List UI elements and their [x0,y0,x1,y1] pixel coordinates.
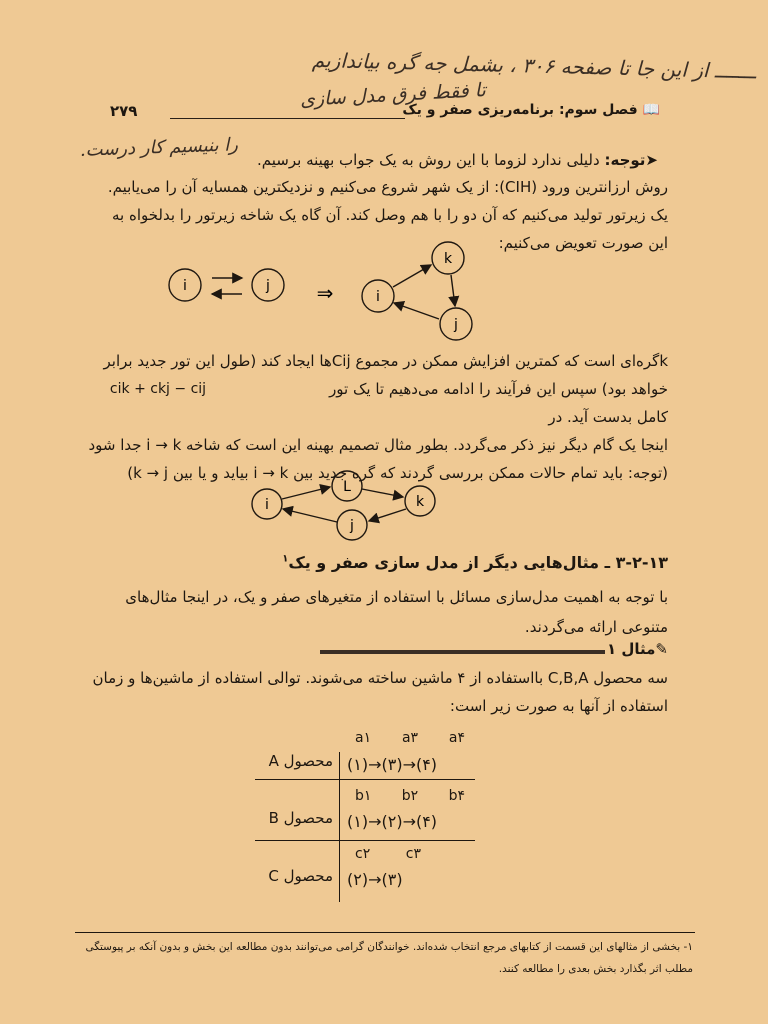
section-line2: متنوعی ارائه می‌گردند. [524,618,668,636]
table-rule-1 [255,779,475,780]
cih-line1: روش ارزانترین ورود (CIH): از یک شهر شروع می‌کنیم و نزدیکترین همسایه آن را می‌یابیم. [107,178,668,196]
edge-j-to-i [394,303,439,319]
node-k-label: k [415,494,425,510]
table-rule-2 [255,840,475,841]
handwritten-note-line1: ـــــــ از این جا تا صفحه ۳۰۶ ، بشمل جه گره بیاندازیم [311,47,757,84]
example-text [73,664,668,720]
subtour-diagram [160,240,490,345]
example-line2: استفاده از آنها به صورت زیر است: [449,697,668,715]
para2-line3: اینجا یک گام دیگر نیز ذکر می‌گردد. بطور مثال تصمیم بهینه این است که شاخه i → k جدا شود [88,436,668,454]
footnote [78,936,693,980]
table-row-b-subs [355,788,465,804]
sub-a4: a۴ [448,730,465,746]
handwritten-note-line3: را بنیسیم کار درست. [79,134,239,161]
node-j-right-label: j [454,317,458,333]
insertion-paragraph [78,347,668,487]
section-line1: با توجه به اهمیت مدل‌سازی مسائل با استفاده از متغیرهای صفر و یک، در اینجا مثال‌های [125,588,668,606]
sub-c2: c۲ [355,846,371,862]
footnote-mark: ۱ [282,553,289,565]
edge-i-to-k [393,265,431,287]
cih-line2: یک زیرتور تولید می‌کنیم که آن دو را با هم وصل کند. آن گاه یک شاخه زیرتور را بدلخواه به [111,206,668,224]
footnote-line2: مطلب اثر بگذارد بخش بعدی را مطالعه کنند. [498,963,693,975]
table-row-b-seq: (۱)→(۲)→(۴) [347,812,438,831]
edge-L-to-k [362,489,403,497]
node-i-label: i [265,497,269,513]
header-rule [170,118,405,119]
node-i-right-label: i [376,289,380,305]
example-heading [598,640,668,658]
arrow-marker-icon: ➤ [645,151,658,169]
para2-line2: خواهد بود) سپس این فرآیند را ادامه می‌دهیم تا یک تور کامل بدست آید. در [329,380,668,426]
section-title: ۳-۲-۱۳ ـ مثال‌هایی دیگر از مدل سازی صفر و یک [288,553,668,572]
example-bar [320,650,605,654]
handwritten-note-line2: تا فقط فرق مدل سازی [299,79,487,111]
edge-i-to-L [282,487,330,499]
example-label: مثال ۱ [606,640,656,658]
sequence-table [255,724,475,904]
footnote-line1: ۱- بخشی از مثالهای این قسمت از کتابهای مرجع انتخاب شده‌اند. خوانندگان گرامی می‌توانند بدون مطالعه این بخش و بدون آنکه بر پیوستگی [85,941,693,953]
node-i-left-label: i [183,278,187,294]
page-number: ۲۷۹ [110,102,138,120]
cih-line3: این صورت تعویض می‌کنیم: [498,234,668,252]
edge-j-to-i [283,509,337,522]
table-row-a-seq: (۱)→(۳)→(۴) [347,755,438,774]
sub-b1: b۱ [355,788,372,804]
node-j-left-label: j [266,278,270,294]
para2-line2-wrap [78,375,668,431]
note-paragraph [98,146,658,174]
table-vertical-line [339,752,340,902]
table-row-b-label: محصول B [268,809,333,827]
edge-k-to-j [369,509,406,521]
table-row-c-label: محصول C [268,867,333,885]
note-label: توجه: [604,151,646,169]
table-row-a-subs [355,730,465,746]
insertion-diagram [245,468,445,543]
para2-line4: (توجه: باید تمام حالات ممکن بررسی گردند که گره جدید بین i → k بیاید و یا بین k → j) [127,464,668,482]
section-heading [108,553,668,572]
table-row-c-seq: (۲)→(۳) [347,870,403,889]
chapter-title: 📖 فصل سوم: برنامه‌ریزی صفر و یک [402,102,660,118]
sub-a3: a۳ [401,730,419,746]
section-intro [68,582,668,642]
sub-b4: b۴ [448,788,465,804]
book-icon: 📖 [642,102,660,118]
edge-k-to-j [451,275,455,306]
node-k-label: k [443,251,453,267]
sub-c3: c۳ [405,846,421,862]
cost-formula: cik + ckj − cij [109,381,207,397]
footnote-rule [75,932,695,933]
sub-b2: b۲ [401,788,419,804]
table-row-c-subs [355,846,421,862]
node-j-label: j [350,518,354,534]
page-header [40,100,660,126]
sub-a1: a۱ [355,730,372,746]
para2-line1: kگره‌ای است که کمترین افزایش ممکن در مجموع Cijها ایجاد کند (طول این تور جدید برابر [103,352,668,370]
pencil-icon: ✎ [655,640,668,658]
table-row-a-label: محصول A [268,752,333,770]
node-L-label: L [343,479,351,495]
note-text: دلیلی ندارد لزوما با این روش به یک جواب بهینه برسیم. [257,151,605,169]
implies-symbol: ⇒ [316,281,334,305]
example-line1: سه محصول C,B,A بااستفاده از ۴ ماشین ساخته می‌شوند. توالی استفاده از ماشین‌ها و زمان [92,669,668,687]
